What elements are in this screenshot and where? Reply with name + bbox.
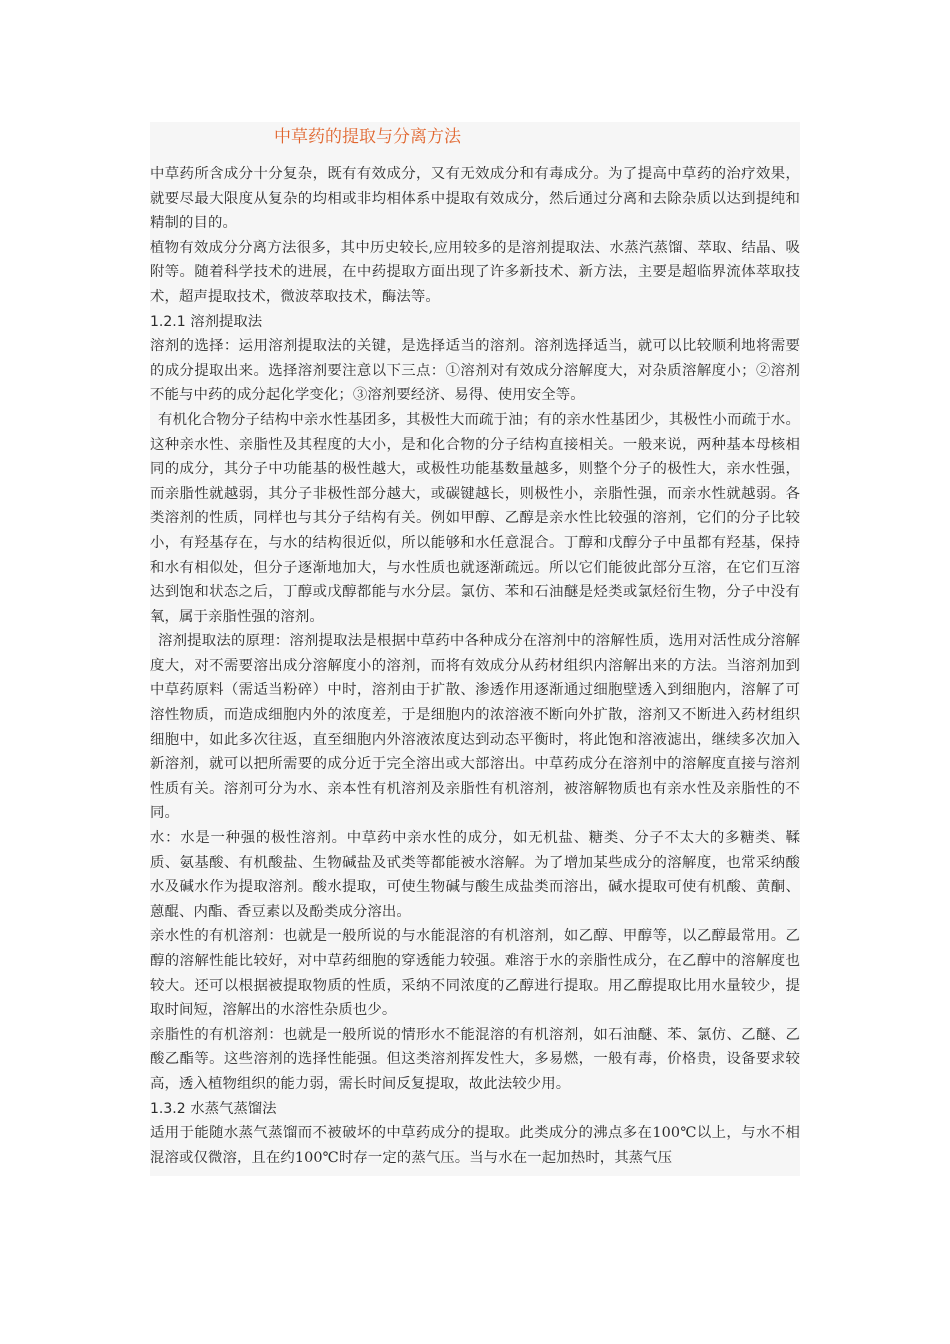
paragraph-water-solvent: 水：水是一种强的极性溶剂。中草药中亲水性的成分，如无机盐、糖类、分子不太大的多糖类、鞣质、氨基酸、有机酸盐、生物碱盐及甙类等都能被水溶解。为了增加某些成分的溶解度，也常采纳酸水及碱水作为提取溶剂。酸水提取，可使生物碱与酸生成盐类而溶出，碱水提取可使有机酸、黄酮、蒽醌、内酯、香豆素以及酚类成分溶出。 [150,830,800,920]
paragraph-lipophilic-solvent: 亲脂性的有机溶剂：也就是一般所说的情形水不能混溶的有机溶剂，如石油醚、苯、氯仿、乙醚、乙酸乙酯等。这些溶剂的选择性能强。但这类溶剂挥发性大，多易燃，一般有毒，价格贵，设备要求较高，透入植物组织的能力弱，需长时间反复提取，故此法较少用。 [150,1026,800,1092]
section-heading-steam-distillation [150,1097,800,1122]
paragraph-hydrophilic-solvent: 亲水性的有机溶剂：也就是一般所说的与水能混溶的有机溶剂，如乙醇、甲醇等，以乙醇最常用。乙醇的溶解性能比较好，对中草药细胞的穿透能力较强。难溶于水的亲脂性成分，在乙醇中的溶解度也较大。还可以根据被提取物质的性质，采纳不同浓度的乙醇进行提取。用乙醇提取比用水量较少，提取时间短，溶解出的水溶性杂质也少。 [150,928,800,1019]
paragraph-solvent-choice: 溶剂的选择：运用溶剂提取法的关键，是选择适当的溶剂。溶剂选择适当，就可以比较顺利地将需要的成分提取出来。选择溶剂要注意以下三点：①溶剂对有效成分溶解度大，对杂质溶解度小；②溶剂不能与中药的成分起化学变化；③溶剂要经济、易得、使用安全等。 [150,338,800,404]
article-body [150,122,800,1176]
section-heading-solvent-extraction [150,310,800,335]
section-number: 1.2.1 [150,313,186,330]
paragraph-steam-distillation: 适用于能随水蒸气蒸馏而不被破坏的中草药成分的提取。此类成分的沸点多在100℃以上，与水不相混溶或仅微溶，且在约100℃时存一定的蒸气压。当与水在一起加热时，其蒸气压 [150,1125,800,1166]
paragraph-extraction-principle: 溶剂提取法的原理：溶剂提取法是根据中草药中各种成分在溶剂中的溶解性质，选用对活性成分溶解度大，对不需要溶出成分溶解度小的溶剂，而将有效成分从药材组织内溶解出来的方法。当溶剂加到中草药原料（需适当粉碎）中时，溶剂由于扩散、渗透作用逐渐通过细胞壁透入到细胞内，溶解了可溶性物质，而造成细胞内外的浓度差，于是细胞内的浓溶液不断向外扩散，溶剂又不断进入药材组织细胞中，如此多次往返，直至细胞内外溶液浓度达到动态平衡时，将此饱和溶液滤出，继续多次加入新溶剂，就可以把所需要的成分近于完全溶出或大部溶出。中草药成分在溶剂中的溶解度直接与溶剂性质有关。溶剂可分为水、亲本性有机溶剂及亲脂性有机溶剂，被溶解物质也有亲水性及亲脂性的不同。 [150,633,800,822]
paragraph-organic-compounds: 有机化合物分子结构中亲水性基团多，其极性大而疏于油；有的亲水性基团少，其极性小而疏于水。这种亲水性、亲脂性及其程度的大小，是和化合物的分子结构直接相关。一般来说，两种基本母核相同的成分，其分子中功能基的极性越大，或极性功能基数量越多，则整个分子的极性大，亲水性强，而亲脂性就越弱，其分子非极性部分越大，或碳键越长，则极性小，亲脂性强，而亲水性就越弱。各类溶剂的性质，同样也与其分子结构有关。例如甲醇、乙醇是亲水性比较强的溶剂，它们的分子比较小，有羟基存在，与水的结构很近似，所以能够和水任意混合。丁醇和戊醇分子中虽都有羟基，保持和水有相似处，但分子逐渐地加大，与水性质也就逐渐疏远。所以它们能彼此部分互溶，在它们互溶达到饱和状态之后，丁醇或戊醇都能与水分层。氯仿、苯和石油醚是烃类或氯烃衍生物，分子中没有氧，属于亲脂性强的溶剂。 [150,411,800,625]
paragraph-intro: 中草药所含成分十分复杂，既有有效成分，又有无效成分和有毒成分。为了提高中草药的治疗效果，就要尽最大限度从复杂的均相或非均相体系中提取有效成分，然后通过分离和去除杂质以达到提纯和精制的目的。 [150,166,800,232]
article-title: 中草药的提取与分离方法 [274,127,461,147]
paragraph-methods-overview: 植物有效成分分离方法很多，其中历史较长,应用较多的是溶剂提取法、水蒸汽蒸馏、萃取、结晶、吸附等。随着科学技术的进展，在中药提取方面出现了许多新技术、新方法，主要是超临界流体萃取技术，超声提取技术，微波萃取技术，酶法等。 [150,239,800,305]
section-number: 1.3.2 [150,1100,186,1117]
section-heading-text: 水蒸气蒸馏法 [190,1100,277,1117]
section-heading-text: 溶剂提取法 [190,313,263,330]
